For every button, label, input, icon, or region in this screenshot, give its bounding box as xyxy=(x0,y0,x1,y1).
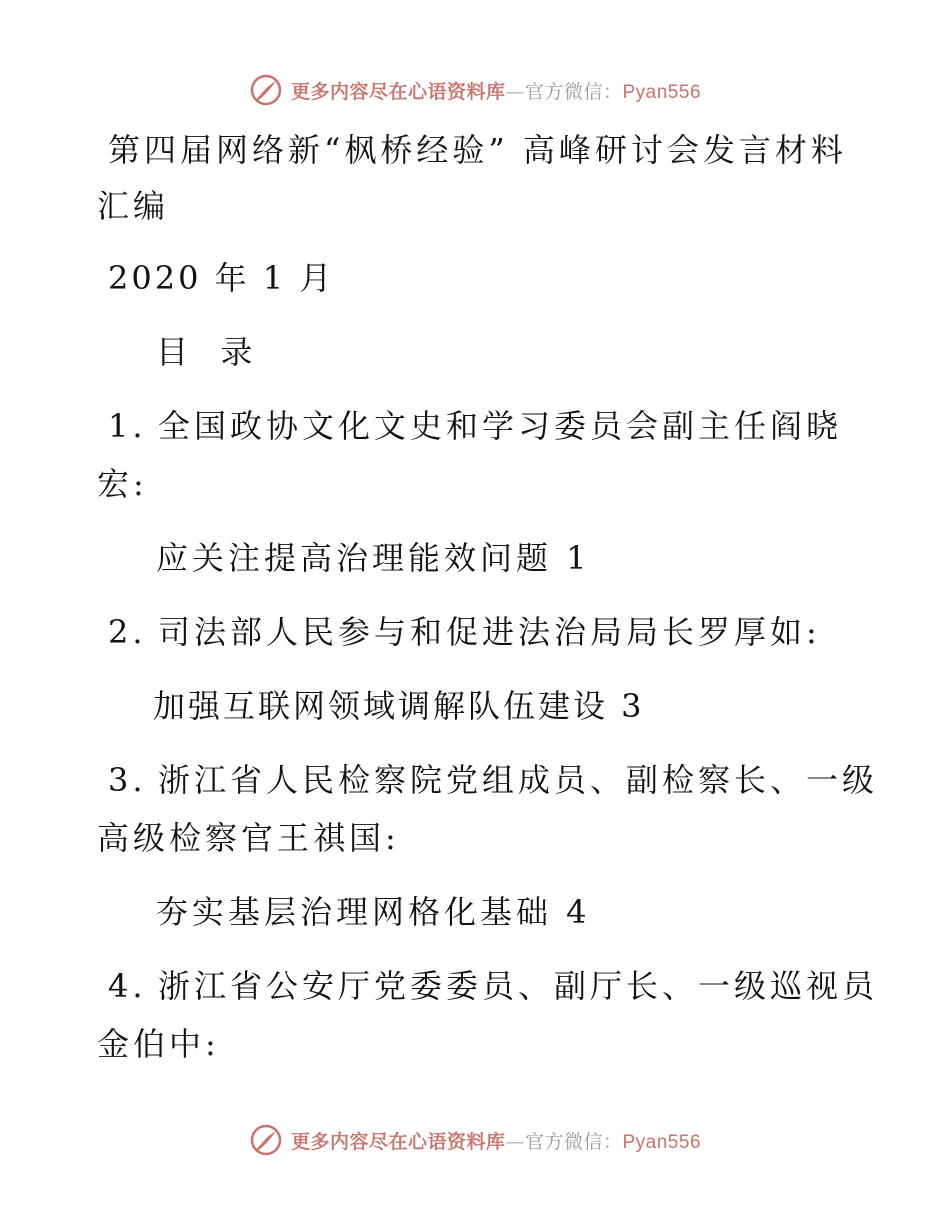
toc-entry-speaker-line-1: 全国政协文化文史和学习委员会副主任阎晓 xyxy=(158,407,843,445)
document-date: 2020 年 1 月 xyxy=(108,259,335,297)
toc-entry-speaker-line-1: 司法部人民参与和促进法治局局长罗厚如: xyxy=(158,613,821,651)
watermark-text xyxy=(291,1127,701,1154)
toc-entry-speaker-line-1: 浙江省公安厅党委委员、副厅长、一级巡视员 xyxy=(158,967,879,1005)
toc-entry-topic: 应关注提高治理能效问题 1 xyxy=(156,539,591,577)
toc-entry-speaker-line-2: 高级检察官王祺国: xyxy=(97,819,400,857)
toc-entry-number: 1. xyxy=(108,407,147,445)
toc-entry-topic: 加强互联网领域调解队伍建设 3 xyxy=(153,687,645,725)
quill-logo-icon xyxy=(249,73,283,107)
toc-entry-number: 3. xyxy=(108,761,147,799)
watermark-brand: 更多内容尽在心语资料库 xyxy=(290,1130,506,1153)
toc-entry-speaker-line-2: 金伯中: xyxy=(97,1025,220,1063)
toc-heading: 目 录 xyxy=(156,333,257,371)
toc-entry-speaker-line-1: 浙江省人民检察院党组成员、副检察长、一级 xyxy=(158,761,879,799)
document-title-line-2: 汇编 xyxy=(97,187,170,225)
toc-entry-number: 4. xyxy=(108,967,147,1005)
toc-entry-topic: 夯实基层治理网格化基础 4 xyxy=(156,893,591,931)
watermark-wechat-id: Pyan556 xyxy=(622,81,702,103)
quill-logo-icon xyxy=(249,1123,283,1157)
watermark-wechat-label: 官方微信： xyxy=(524,80,623,103)
toc-entry-speaker-line-2: 宏: xyxy=(97,465,148,503)
watermark-wechat-id: Pyan556 xyxy=(622,1131,702,1153)
toc-entry-number: 2. xyxy=(108,613,147,651)
watermark-wechat-label: 官方微信： xyxy=(524,1130,623,1153)
watermark-separator: — xyxy=(505,1130,525,1153)
watermark-header xyxy=(0,70,950,110)
document-title-line-1: 第四届网络新“枫桥经验” 高峰研讨会发言材料 xyxy=(108,131,847,169)
watermark-brand: 更多内容尽在心语资料库 xyxy=(290,80,506,103)
watermark-separator: — xyxy=(505,80,525,103)
watermark-footer xyxy=(0,1120,950,1160)
watermark-text xyxy=(291,77,701,104)
